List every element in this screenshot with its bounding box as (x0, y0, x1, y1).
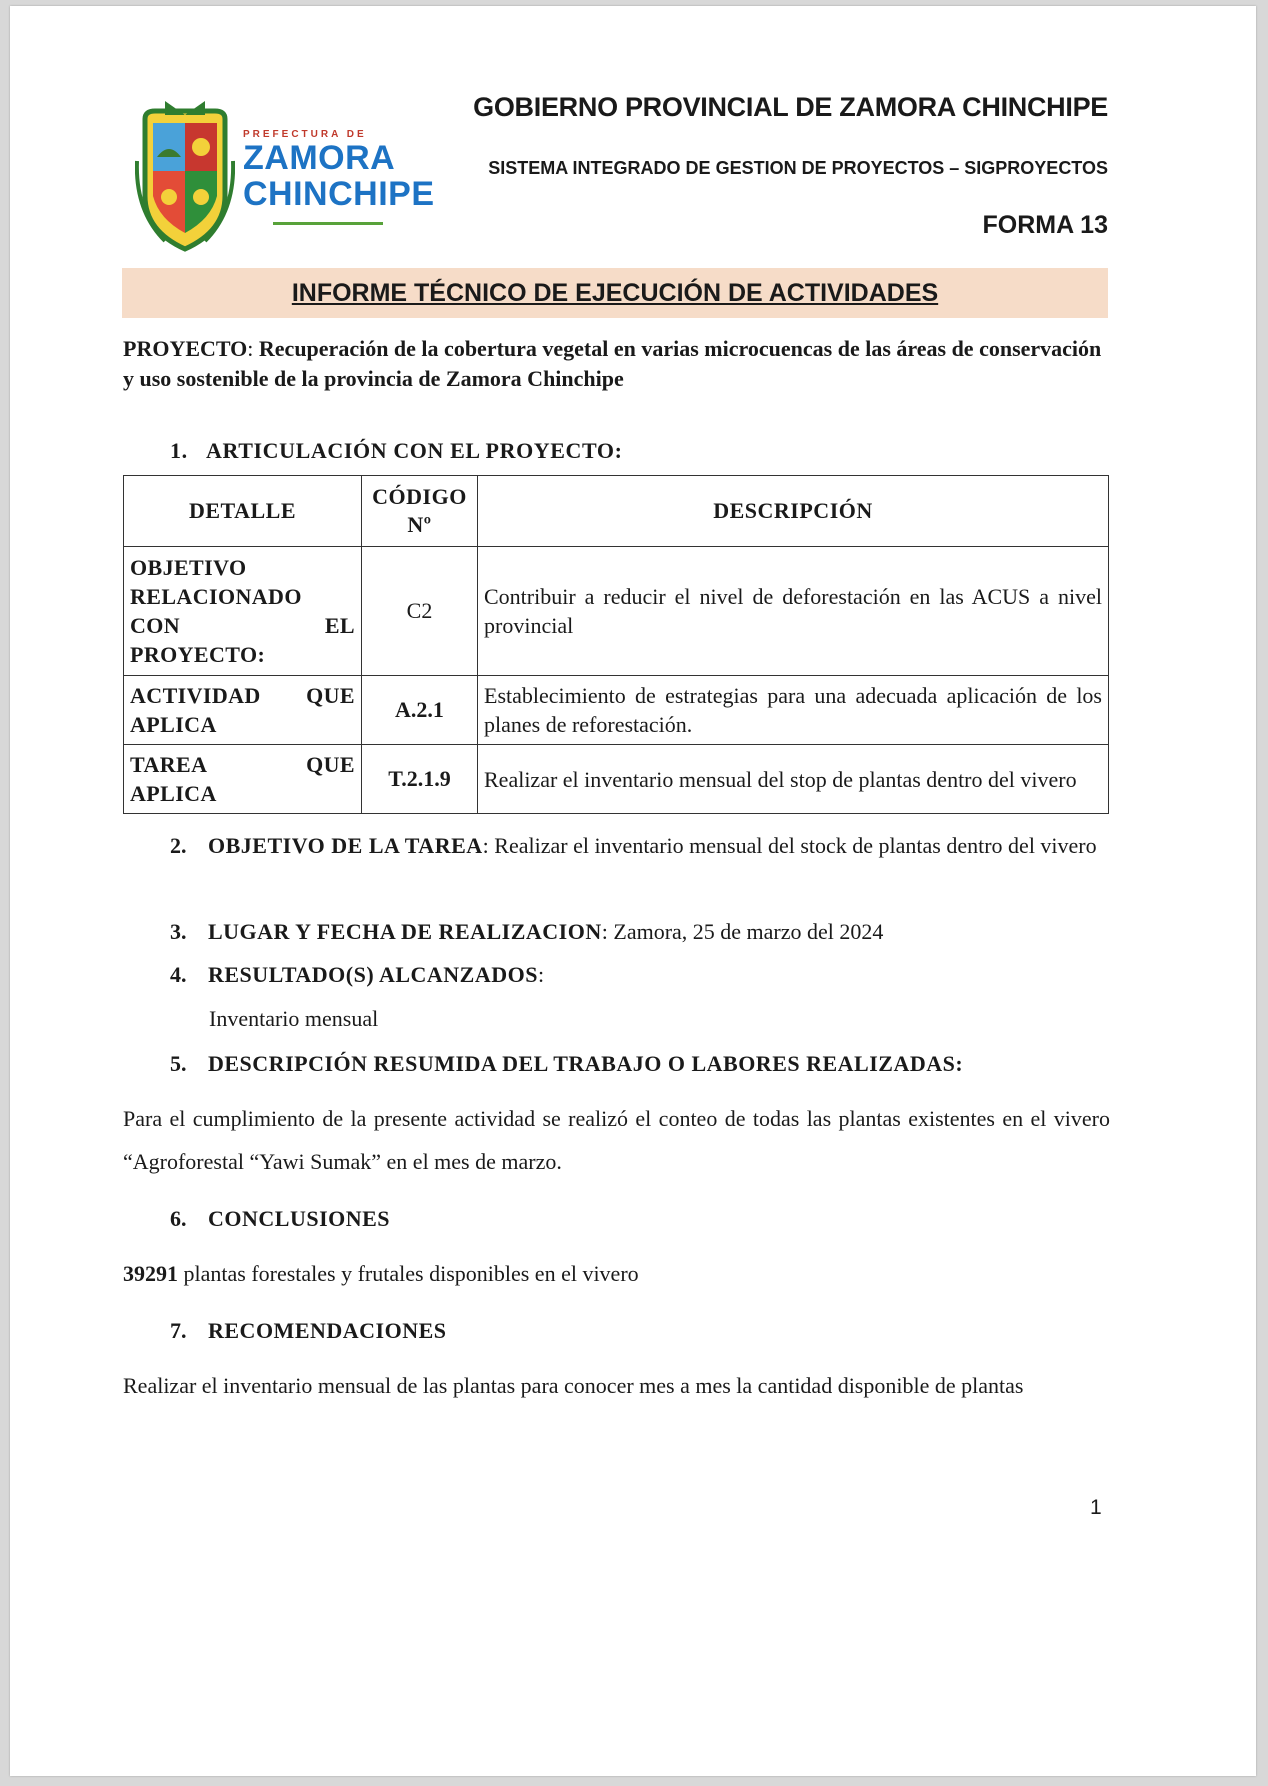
header-codigo: CÓDIGO Nº (362, 476, 478, 547)
resultados-value: Inventario mensual (209, 1006, 379, 1031)
item-descripcion: 5. DESCRIPCIÓN RESUMIDA DEL TRABAJO O LABORES REALIZADAS: (170, 1051, 964, 1076)
item-recomendaciones: 7. RECOMENDACIONES (170, 1318, 447, 1343)
logo-divider (273, 222, 383, 225)
detalle-cell: TAREA QUE APLICA (124, 745, 362, 814)
item-objetivo: 2. OBJETIVO DE LA TAREA: Realizar el inventario mensual del stock de plantas dentro del vivero (170, 833, 1097, 858)
report-title: INFORME TÉCNICO DE EJECUCIÓN DE ACTIVIDADES (291, 279, 939, 307)
recomendaciones-value: Realizar el inventario mensual de las plantas para conocer mes a mes la cantidad disponible de plantas (123, 1373, 1024, 1398)
item-lugar: 3. LUGAR Y FECHA DE REALIZACION: Zamora, 25 de marzo del 2024 (170, 919, 884, 944)
table-header-row (124, 476, 1109, 547)
table-row (124, 745, 1109, 814)
logo-name-line1: ZAMORA (243, 139, 396, 177)
government-title: GOBIERNO PROVINCIAL DE ZAMORA CHINCHIPE (473, 92, 1108, 122)
project-value: Recuperación de la cobertura vegetal en varias microcuencas de las áreas de conservación y uso sostenible de la provincia de Zamora Chinchipe (123, 336, 1102, 391)
header-descripcion: DESCRIPCIÓN (478, 476, 1109, 547)
descripcion-cell: Establecimiento de estrategias para una adecuada aplicación de los planes de reforestación. (478, 676, 1109, 745)
coat-of-arms-icon (135, 101, 235, 256)
codigo-cell: C2 (362, 547, 478, 676)
header-detalle: DETALLE (124, 476, 362, 547)
project-statement: PROYECTO: Recuperación de la cobertura vegetal en varias microcuencas de las áreas de conservación y uso sostenible de la provincia de Zamora Chinchipe (123, 336, 1102, 391)
section-1-heading: 1. ARTICULACIÓN CON EL PROYECTO: (170, 438, 623, 463)
detalle-cell: OBJETIVO RELACIONADO CON EL PROYECTO: (124, 547, 362, 676)
codigo-cell: T.2.1.9 (362, 745, 478, 814)
descripcion-cell: Realizar el inventario mensual del stop de plantas dentro del vivero (478, 745, 1109, 814)
prefecture-logo (135, 101, 435, 261)
project-label: PROYECTO (123, 336, 248, 361)
report-title-bar (122, 268, 1108, 318)
page-number: 1 (1090, 1496, 1102, 1519)
form-code: FORMA 13 (982, 211, 1108, 239)
detalle-cell: ACTIVIDAD QUE APLICA (124, 676, 362, 745)
articulation-table (123, 475, 1109, 814)
system-title: SISTEMA INTEGRADO DE GESTION DE PROYECTOS – SIGPROYECTOS (488, 158, 1108, 178)
document-page (10, 6, 1256, 1776)
conclusiones-value: 39291 plantas forestales y frutales disponibles en el vivero (123, 1261, 639, 1286)
item-conclusiones: 6. CONCLUSIONES (170, 1206, 391, 1231)
item-resultados: 4. RESULTADO(S) ALCANZADOS: (170, 962, 545, 987)
table-row (124, 676, 1109, 745)
logo-subtitle: PREFECTURA DE (243, 129, 367, 140)
codigo-cell: A.2.1 (362, 676, 478, 745)
logo-name-line2: CHINCHIPE (243, 175, 435, 213)
plant-count: 39291 (123, 1261, 178, 1286)
descripcion-value: Para el cumplimiento de la presente actividad se realizó el conteo de todas las plantas existentes en el vivero “Agroforestal “Yawi Sumak” en el mes de marzo. (123, 1106, 1110, 1174)
table-row (124, 547, 1109, 676)
descripcion-cell: Contribuir a reducir el nivel de deforestación en las ACUS a nivel provincial (478, 547, 1109, 676)
